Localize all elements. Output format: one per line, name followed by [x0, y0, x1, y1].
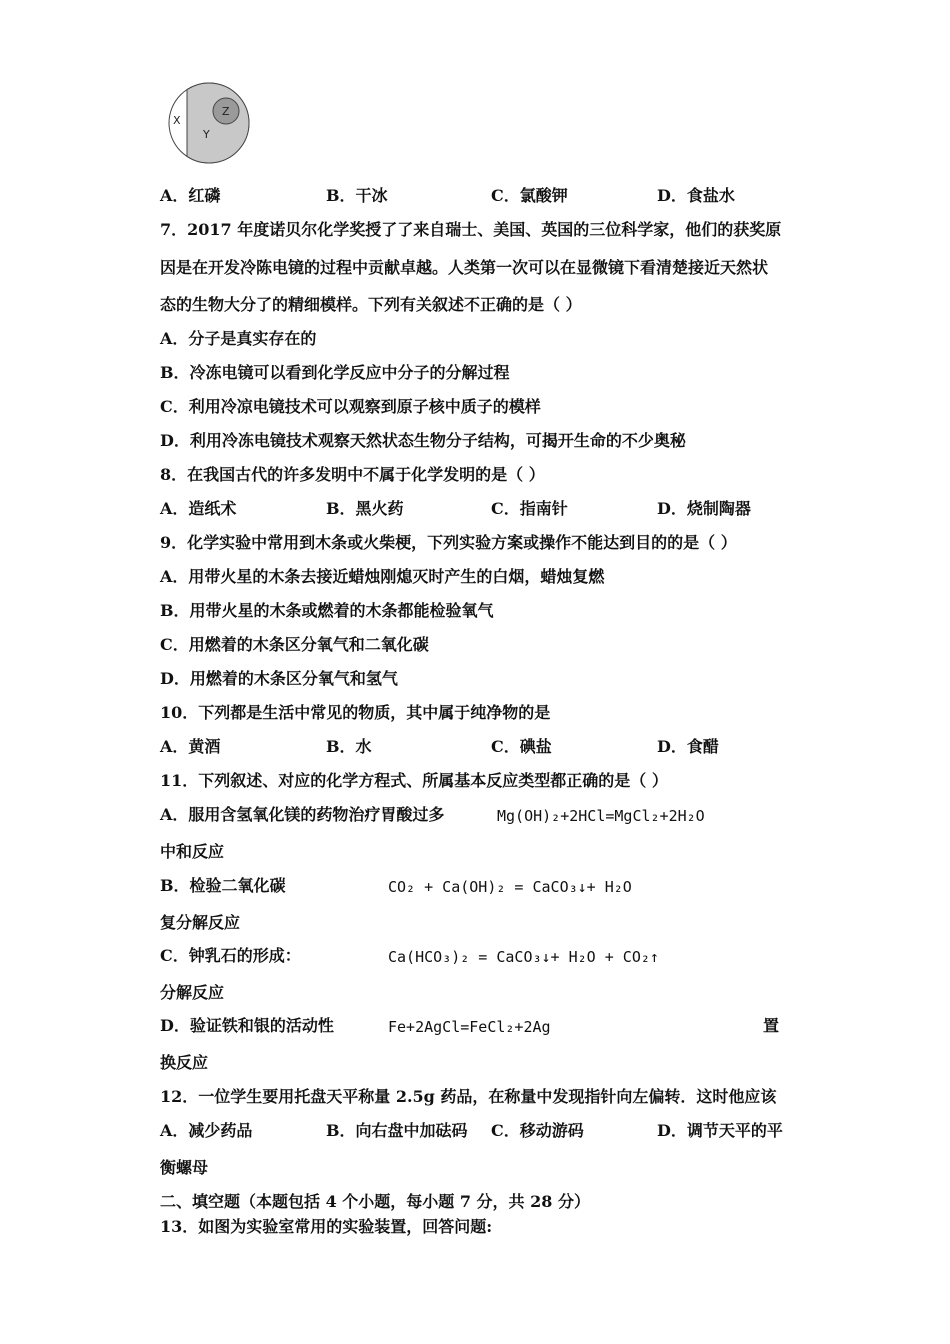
- q13-stem: 13．如图为实验室常用的实验装置，回答问题:: [160, 1217, 493, 1236]
- venn-label-y: Y: [203, 128, 210, 141]
- q7-stem-line-2: 因是在开发冷陈电镜的过程中贡献卓越。人类第一次可以在显微镜下看清楚接近天然状: [160, 258, 769, 277]
- q12-option-a: A．减少药品: [160, 1121, 253, 1140]
- q6-option-c: C．氯酸钾: [491, 186, 568, 205]
- venn-label-z: Z: [222, 105, 230, 118]
- q7-option-d: D．利用冷冻电镜技术观察天然状态生物分子结构，可揭开生命的不少奥秘: [160, 431, 686, 450]
- q12-option-c: C．移动游码: [491, 1121, 584, 1140]
- q12-stem: 12．一位学生要用托盘天平称量 2.5g 药品，在称量中发现指针向左偏转．这时他应该: [160, 1087, 777, 1106]
- q8-option-d: D．烧制陶器: [657, 499, 751, 518]
- q6-option-b: B．干冰: [326, 186, 388, 205]
- q8-option-c: C．指南针: [491, 499, 568, 518]
- q11-option-d-text: D．验证铁和银的活动性: [160, 1016, 334, 1035]
- venn-label-x: X: [173, 114, 181, 127]
- section-heading: 二、填空题（本题包括 4 个小题，每小题 7 分，共 28 分）: [160, 1192, 590, 1211]
- q11-option-c-type: 分解反应: [160, 983, 225, 1002]
- q11-option-c-equation: Ca(HCO₃)₂ = CaCO₃↓+ H₂O + CO₂↑: [388, 948, 659, 966]
- q10-option-c: C．碘盐: [491, 737, 552, 756]
- q9-option-d: D．用燃着的木条区分氧气和氢气: [160, 669, 398, 688]
- q7-option-c: C．利用冷凉电镜技术可以观察到原子核中质子的模样: [160, 397, 541, 416]
- q12-option-b: B．向右盘中加砝码: [326, 1121, 468, 1140]
- q6-option-d: D．食盐水: [657, 186, 735, 205]
- q11-option-d-type-end: 换反应: [160, 1053, 209, 1072]
- q10-stem: 10．下列都是生活中常见的物质，其中属于纯净物的是: [160, 703, 551, 722]
- q10-option-d: D．食醋: [657, 737, 719, 756]
- q8-option-a: A．造纸术: [160, 499, 237, 518]
- q7-option-a: A．分子是真实存在的: [160, 329, 317, 348]
- q9-option-c: C．用燃着的木条区分氧气和二氧化碳: [160, 635, 429, 654]
- q9-stem: 9．化学实验中常用到木条或火柴梗，下列实验方案或操作不能达到目的的是（ ）: [160, 533, 737, 552]
- q11-option-a-type: 中和反应: [160, 842, 225, 861]
- q9-option-a: A．用带火星的木条去接近蜡烛刚熄灭时产生的白烟，蜡烛复燃: [160, 567, 605, 586]
- q8-stem: 8．在我国古代的许多发明中不属于化学发明的是（ ）: [160, 465, 545, 484]
- q9-option-b: B．用带火星的木条或燃着的木条都能检验氧气: [160, 601, 494, 620]
- q11-option-d-type-start: 置: [763, 1016, 780, 1035]
- q11-option-b-equation: CO₂ + Ca(OH)₂ = CaCO₃↓+ H₂O: [388, 878, 632, 896]
- q6-option-a: A．红磷: [160, 186, 221, 205]
- q11-option-b-text: B．检验二氧化碳: [160, 876, 286, 895]
- q11-option-a-text: A．服用含氢氧化镁的药物治疗胃酸过多: [160, 805, 445, 824]
- q10-option-a: A．黄酒: [160, 737, 221, 756]
- q11-option-a-equation: Mg(OH)₂+2HCl=MgCl₂+2H₂O: [497, 807, 705, 825]
- q12-option-d-continued: 衡螺母: [160, 1158, 209, 1177]
- q12-option-d: D．调节天平的平: [657, 1121, 783, 1140]
- venn-y-shaded: [187, 83, 249, 163]
- q7-stem-line-3: 态的生物大分了的精细模样。下列有关叙述不正确的是（ ）: [160, 295, 582, 314]
- q11-option-d-equation: Fe+2AgCl=FeCl₂+2Ag: [388, 1018, 551, 1036]
- q11-stem: 11．下列叙述、对应的化学方程式、所属基本反应类型都正确的是（ ）: [160, 771, 668, 790]
- q7-stem-line-1: 7．2017 年度诺贝尔化学奖授了了来自瑞士、美国、英国的三位科学家，他们的获奖原: [160, 220, 782, 239]
- q7-option-b: B．冷冻电镜可以看到化学反应中分子的分解过程: [160, 363, 510, 382]
- venn-diagram: [165, 80, 253, 166]
- q11-option-c-text: C．钟乳石的形成：: [160, 946, 301, 965]
- q10-option-b: B．水: [326, 737, 372, 756]
- q11-option-b-type: 复分解反应: [160, 913, 241, 932]
- q8-option-b: B．黑火药: [326, 499, 404, 518]
